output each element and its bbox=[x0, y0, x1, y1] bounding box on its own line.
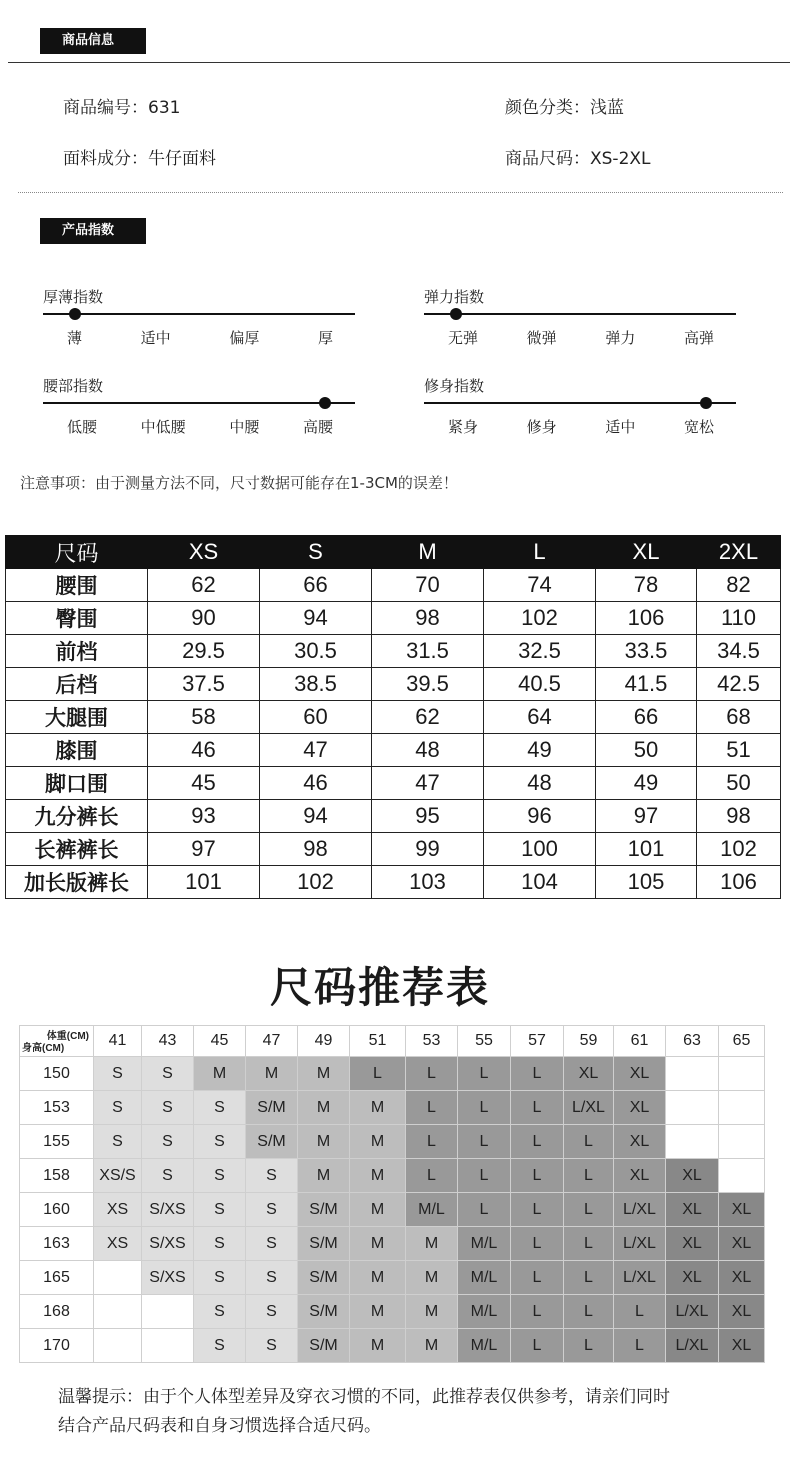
recommend-cell: S bbox=[142, 1159, 194, 1193]
measurement-value: 106 bbox=[697, 866, 781, 899]
measurement-value: 101 bbox=[148, 866, 260, 899]
index-marker-dot bbox=[450, 308, 462, 320]
size-row bbox=[6, 767, 781, 800]
index-title: 弹力指数 bbox=[424, 288, 485, 306]
recommend-cell: L/XL bbox=[564, 1091, 614, 1125]
recommend-cell: S bbox=[194, 1193, 246, 1227]
recommend-cell: XS bbox=[94, 1193, 142, 1227]
measurement-value: 50 bbox=[596, 734, 697, 767]
measurement-value: 96 bbox=[484, 800, 596, 833]
recommend-cell: L bbox=[406, 1125, 458, 1159]
weight-header: 53 bbox=[406, 1026, 458, 1057]
weight-header: 51 bbox=[350, 1026, 406, 1057]
recommend-cell: L/XL bbox=[614, 1227, 666, 1261]
measurement-value: 101 bbox=[596, 833, 697, 866]
weight-header: 41 bbox=[94, 1026, 142, 1057]
recommend-cell: S bbox=[142, 1125, 194, 1159]
recommend-cell: S/M bbox=[298, 1227, 350, 1261]
recommend-cell: L/XL bbox=[614, 1261, 666, 1295]
recommend-cell bbox=[719, 1125, 765, 1159]
recommend-cell: M bbox=[350, 1125, 406, 1159]
measurement-value: 82 bbox=[697, 569, 781, 602]
size-header-cell: L bbox=[484, 536, 596, 569]
recommend-cell: L bbox=[458, 1193, 511, 1227]
index-thickness bbox=[43, 287, 355, 348]
recommend-cell: M bbox=[350, 1227, 406, 1261]
index-label: 高腰 bbox=[302, 418, 333, 436]
section-tag-product-index: 产品指数 bbox=[40, 218, 146, 244]
index-label: 高弹 bbox=[683, 329, 714, 347]
recommend-cell: XL bbox=[719, 1193, 765, 1227]
measurement-value: 47 bbox=[372, 767, 484, 800]
recommend-cell: L bbox=[406, 1091, 458, 1125]
size-row bbox=[6, 701, 781, 734]
index-scale-line bbox=[43, 313, 355, 315]
measurement-value: 102 bbox=[260, 866, 372, 899]
measurement-name: 腰围 bbox=[6, 569, 148, 602]
height-header: 160 bbox=[20, 1193, 94, 1227]
recommend-cell bbox=[719, 1091, 765, 1125]
recommend-cell: XL bbox=[666, 1227, 719, 1261]
tip-line-2: 结合产品尺码表和自身习惯选择合适尺码。 bbox=[58, 1416, 381, 1436]
measurement-value: 47 bbox=[260, 734, 372, 767]
product-fabric: 面料成分：牛仔面料 bbox=[63, 149, 216, 169]
recommend-cell: L bbox=[458, 1057, 511, 1091]
measurement-name: 脚口围 bbox=[6, 767, 148, 800]
index-label: 修身 bbox=[526, 418, 557, 436]
recommend-cell: S bbox=[194, 1329, 246, 1363]
section-tag-product-info: 商品信息 bbox=[40, 28, 146, 54]
measurement-value: 58 bbox=[148, 701, 260, 734]
index-label: 适中 bbox=[605, 418, 636, 436]
weight-header: 45 bbox=[194, 1026, 246, 1057]
recommend-cell: S/M bbox=[298, 1193, 350, 1227]
height-header: 170 bbox=[20, 1329, 94, 1363]
size-header-cell: XS bbox=[148, 536, 260, 569]
recommend-cell: L bbox=[458, 1125, 511, 1159]
recommend-row bbox=[20, 1057, 765, 1091]
recommend-cell: S bbox=[194, 1227, 246, 1261]
measurement-value: 51 bbox=[697, 734, 781, 767]
measurement-value: 78 bbox=[596, 569, 697, 602]
measurement-value: 106 bbox=[596, 602, 697, 635]
recommend-cell: S/M bbox=[246, 1091, 298, 1125]
recommend-cell: M bbox=[406, 1261, 458, 1295]
measurement-value: 97 bbox=[596, 800, 697, 833]
recommend-cell: S/XS bbox=[142, 1261, 194, 1295]
recommend-cell: M/L bbox=[458, 1261, 511, 1295]
recommend-cell: L bbox=[511, 1193, 564, 1227]
recommend-cell: S/XS bbox=[142, 1227, 194, 1261]
recommend-cell: S/XS bbox=[142, 1193, 194, 1227]
recommend-cell: XS/S bbox=[94, 1159, 142, 1193]
size-row bbox=[6, 833, 781, 866]
recommend-cell: M bbox=[350, 1193, 406, 1227]
index-label: 厚 bbox=[317, 329, 333, 347]
recommend-cell: L/XL bbox=[666, 1329, 719, 1363]
recommend-cell: M bbox=[298, 1125, 350, 1159]
index-title: 修身指数 bbox=[424, 377, 485, 395]
measurement-value: 48 bbox=[484, 767, 596, 800]
recommend-cell: XL bbox=[719, 1295, 765, 1329]
dotted-divider bbox=[18, 192, 783, 193]
weight-header: 61 bbox=[614, 1026, 666, 1057]
size-header-cell: XL bbox=[596, 536, 697, 569]
recommend-cell: L bbox=[406, 1159, 458, 1193]
recommend-cell: M bbox=[406, 1295, 458, 1329]
recommend-cell: S bbox=[142, 1057, 194, 1091]
recommend-row bbox=[20, 1261, 765, 1295]
recommend-cell: M bbox=[298, 1159, 350, 1193]
measurement-value: 102 bbox=[484, 602, 596, 635]
recommend-header-row bbox=[20, 1026, 765, 1057]
recommend-cell: XL bbox=[666, 1193, 719, 1227]
recommend-cell: XL bbox=[614, 1125, 666, 1159]
weight-header: 65 bbox=[719, 1026, 765, 1057]
size-row bbox=[6, 866, 781, 899]
measurement-value: 40.5 bbox=[484, 668, 596, 701]
height-header: 153 bbox=[20, 1091, 94, 1125]
recommend-cell: S/M bbox=[246, 1125, 298, 1159]
recommend-title: 尺码推荐表 bbox=[269, 963, 490, 1012]
recommend-row bbox=[20, 1091, 765, 1125]
size-row bbox=[6, 668, 781, 701]
measurement-value: 105 bbox=[596, 866, 697, 899]
recommend-cell: L bbox=[511, 1159, 564, 1193]
recommend-cell: M bbox=[194, 1057, 246, 1091]
recommend-cell: S bbox=[246, 1193, 298, 1227]
recommend-cell: L bbox=[511, 1227, 564, 1261]
height-header: 168 bbox=[20, 1295, 94, 1329]
recommend-cell: XL bbox=[564, 1057, 614, 1091]
recommend-cell: L bbox=[564, 1227, 614, 1261]
recommend-cell: L bbox=[511, 1057, 564, 1091]
recommend-cell: XL bbox=[719, 1227, 765, 1261]
measurement-value: 68 bbox=[697, 701, 781, 734]
recommend-cell: S bbox=[246, 1329, 298, 1363]
height-header: 158 bbox=[20, 1159, 94, 1193]
measurement-name: 后档 bbox=[6, 668, 148, 701]
measurement-value: 32.5 bbox=[484, 635, 596, 668]
measurement-value: 38.5 bbox=[260, 668, 372, 701]
recommend-cell: L bbox=[564, 1193, 614, 1227]
recommend-row bbox=[20, 1329, 765, 1363]
measurement-value: 110 bbox=[697, 602, 781, 635]
recommend-cell: XL bbox=[614, 1057, 666, 1091]
section-divider bbox=[8, 62, 790, 63]
index-label: 宽松 bbox=[683, 418, 714, 436]
recommend-cell bbox=[666, 1125, 719, 1159]
measurement-value: 102 bbox=[697, 833, 781, 866]
measurement-value: 64 bbox=[484, 701, 596, 734]
measurement-value: 95 bbox=[372, 800, 484, 833]
measurement-value: 29.5 bbox=[148, 635, 260, 668]
recommend-cell bbox=[719, 1159, 765, 1193]
recommend-cell bbox=[142, 1329, 194, 1363]
recommend-cell: S bbox=[194, 1159, 246, 1193]
index-marker-dot bbox=[700, 397, 712, 409]
recommend-row bbox=[20, 1159, 765, 1193]
recommend-cell bbox=[142, 1295, 194, 1329]
index-elasticity bbox=[424, 287, 736, 348]
height-header: 163 bbox=[20, 1227, 94, 1261]
recommend-cell: M/L bbox=[458, 1227, 511, 1261]
recommend-cell bbox=[94, 1261, 142, 1295]
size-header-label: 尺码 bbox=[6, 536, 148, 569]
recommend-row bbox=[20, 1227, 765, 1261]
recommend-cell: M bbox=[246, 1057, 298, 1091]
recommend-cell: L bbox=[564, 1125, 614, 1159]
recommend-cell: L bbox=[614, 1329, 666, 1363]
recommend-cell: M/L bbox=[458, 1295, 511, 1329]
size-header-cell: S bbox=[260, 536, 372, 569]
index-scale-line bbox=[424, 402, 736, 404]
height-header: 150 bbox=[20, 1057, 94, 1091]
index-label: 中低腰 bbox=[140, 418, 186, 436]
measurement-value: 45 bbox=[148, 767, 260, 800]
recommend-cell bbox=[666, 1057, 719, 1091]
recommend-cell: M bbox=[298, 1091, 350, 1125]
index-waist bbox=[43, 376, 355, 437]
recommend-cell: S bbox=[246, 1261, 298, 1295]
measurement-name: 臀围 bbox=[6, 602, 148, 635]
measurement-value: 30.5 bbox=[260, 635, 372, 668]
measurement-name: 九分裤长 bbox=[6, 800, 148, 833]
index-label: 中腰 bbox=[229, 418, 260, 436]
recommend-cell: S bbox=[142, 1091, 194, 1125]
recommend-cell: M bbox=[406, 1227, 458, 1261]
index-label: 适中 bbox=[140, 329, 171, 347]
size-table bbox=[5, 535, 781, 899]
recommend-cell: L bbox=[511, 1329, 564, 1363]
measurement-value: 49 bbox=[484, 734, 596, 767]
recommend-cell bbox=[666, 1091, 719, 1125]
recommend-cell: L bbox=[511, 1091, 564, 1125]
measurement-value: 98 bbox=[697, 800, 781, 833]
recommend-cell: M/L bbox=[458, 1329, 511, 1363]
product-code: 商品编号：631 bbox=[63, 98, 181, 118]
weight-header: 55 bbox=[458, 1026, 511, 1057]
recommend-cell: M bbox=[350, 1091, 406, 1125]
recommend-cell: M bbox=[350, 1159, 406, 1193]
recommend-cell: S bbox=[194, 1091, 246, 1125]
recommend-cell: S/M bbox=[298, 1329, 350, 1363]
measurement-value: 31.5 bbox=[372, 635, 484, 668]
recommend-row bbox=[20, 1193, 765, 1227]
recommend-cell: S bbox=[94, 1057, 142, 1091]
index-scale-line bbox=[424, 313, 736, 315]
measurement-name: 加长版裤长 bbox=[6, 866, 148, 899]
weight-header: 43 bbox=[142, 1026, 194, 1057]
size-row bbox=[6, 734, 781, 767]
recommend-cell: L bbox=[350, 1057, 406, 1091]
recommend-cell: L bbox=[511, 1295, 564, 1329]
size-header-cell: M bbox=[372, 536, 484, 569]
tip-line-1: 温馨提示：由于个人体型差异及穿衣习惯的不同，此推荐表仅供参考，请亲们同时 bbox=[58, 1387, 670, 1407]
index-label: 弹力 bbox=[605, 329, 636, 347]
weight-header: 47 bbox=[246, 1026, 298, 1057]
measurement-value: 66 bbox=[596, 701, 697, 734]
recommend-cell: L bbox=[564, 1295, 614, 1329]
size-row bbox=[6, 602, 781, 635]
recommend-cell bbox=[94, 1329, 142, 1363]
measurement-value: 62 bbox=[148, 569, 260, 602]
recommend-cell: M bbox=[406, 1329, 458, 1363]
recommend-cell: L/XL bbox=[614, 1193, 666, 1227]
recommend-cell: M bbox=[350, 1261, 406, 1295]
measurement-value: 97 bbox=[148, 833, 260, 866]
measurement-value: 62 bbox=[372, 701, 484, 734]
size-header-cell: 2XL bbox=[697, 536, 781, 569]
measurement-name: 长裤裤长 bbox=[6, 833, 148, 866]
measurement-name: 膝围 bbox=[6, 734, 148, 767]
height-axis-label: 身高(CM) bbox=[22, 1043, 65, 1054]
index-title: 厚薄指数 bbox=[43, 288, 104, 306]
measurement-value: 34.5 bbox=[697, 635, 781, 668]
recommend-cell: L bbox=[564, 1329, 614, 1363]
recommend-cell: L bbox=[458, 1159, 511, 1193]
recommend-cell: L bbox=[614, 1295, 666, 1329]
recommend-cell: XL bbox=[614, 1091, 666, 1125]
recommend-cell: XL bbox=[666, 1261, 719, 1295]
measurement-value: 98 bbox=[260, 833, 372, 866]
index-label: 无弹 bbox=[448, 329, 479, 347]
recommend-cell: M bbox=[350, 1329, 406, 1363]
recommend-row bbox=[20, 1125, 765, 1159]
recommend-cell: M/L bbox=[406, 1193, 458, 1227]
measurement-note: 注意事项：由于测量方法不同，尺寸数据可能存在1-3CM的误差！ bbox=[20, 474, 458, 492]
product-size-range: 商品尺码：XS-2XL bbox=[505, 149, 651, 169]
measurement-value: 100 bbox=[484, 833, 596, 866]
measurement-value: 48 bbox=[372, 734, 484, 767]
weight-axis-label: 体重(CM) bbox=[46, 1031, 89, 1042]
recommend-cell: L bbox=[406, 1057, 458, 1091]
recommend-cell: S bbox=[246, 1227, 298, 1261]
measurement-value: 103 bbox=[372, 866, 484, 899]
measurement-value: 60 bbox=[260, 701, 372, 734]
measurement-value: 46 bbox=[260, 767, 372, 800]
recommend-cell: S bbox=[94, 1091, 142, 1125]
recommend-cell: S bbox=[246, 1159, 298, 1193]
measurement-value: 74 bbox=[484, 569, 596, 602]
recommend-cell: L bbox=[564, 1261, 614, 1295]
recommend-cell: L bbox=[511, 1125, 564, 1159]
measurement-value: 42.5 bbox=[697, 668, 781, 701]
measurement-value: 90 bbox=[148, 602, 260, 635]
index-marker-dot bbox=[69, 308, 81, 320]
measurement-name: 前档 bbox=[6, 635, 148, 668]
index-label: 偏厚 bbox=[229, 329, 260, 347]
recommend-cell bbox=[719, 1057, 765, 1091]
recommend-cell: XL bbox=[614, 1159, 666, 1193]
recommend-table bbox=[19, 1025, 765, 1363]
measurement-value: 37.5 bbox=[148, 668, 260, 701]
measurement-value: 33.5 bbox=[596, 635, 697, 668]
measurement-value: 98 bbox=[372, 602, 484, 635]
recommend-cell: M bbox=[350, 1295, 406, 1329]
recommend-cell: S bbox=[246, 1295, 298, 1329]
size-row bbox=[6, 635, 781, 668]
recommend-cell: XL bbox=[719, 1261, 765, 1295]
size-table-header bbox=[6, 536, 781, 569]
measurement-value: 49 bbox=[596, 767, 697, 800]
recommend-cell: S/M bbox=[298, 1295, 350, 1329]
index-scale-line bbox=[43, 402, 355, 404]
recommend-cell: S bbox=[94, 1125, 142, 1159]
weight-header: 49 bbox=[298, 1026, 350, 1057]
measurement-value: 50 bbox=[697, 767, 781, 800]
measurement-value: 39.5 bbox=[372, 668, 484, 701]
index-title: 腰部指数 bbox=[43, 377, 104, 395]
measurement-value: 66 bbox=[260, 569, 372, 602]
weight-header: 63 bbox=[666, 1026, 719, 1057]
product-color: 颜色分类：浅蓝 bbox=[505, 98, 624, 118]
measurement-value: 104 bbox=[484, 866, 596, 899]
recommend-cell: S/M bbox=[298, 1261, 350, 1295]
measurement-value: 94 bbox=[260, 800, 372, 833]
index-label: 紧身 bbox=[448, 418, 479, 436]
index-label: 薄 bbox=[67, 329, 83, 347]
recommend-cell: L bbox=[511, 1261, 564, 1295]
weight-header: 59 bbox=[564, 1026, 614, 1057]
index-marker-dot bbox=[319, 397, 331, 409]
corner-cell bbox=[20, 1026, 94, 1057]
size-row bbox=[6, 569, 781, 602]
index-label: 微弹 bbox=[526, 329, 557, 347]
recommend-cell: S bbox=[194, 1125, 246, 1159]
measurement-name: 大腿围 bbox=[6, 701, 148, 734]
recommend-cell: L/XL bbox=[666, 1295, 719, 1329]
recommend-cell: XL bbox=[719, 1329, 765, 1363]
tip-text bbox=[58, 1383, 670, 1441]
index-label: 低腰 bbox=[67, 418, 98, 436]
recommend-cell: XL bbox=[666, 1159, 719, 1193]
measurement-value: 94 bbox=[260, 602, 372, 635]
measurement-value: 93 bbox=[148, 800, 260, 833]
recommend-row bbox=[20, 1295, 765, 1329]
index-fit bbox=[424, 376, 736, 437]
height-header: 165 bbox=[20, 1261, 94, 1295]
recommend-cell: L bbox=[458, 1091, 511, 1125]
measurement-value: 41.5 bbox=[596, 668, 697, 701]
recommend-cell bbox=[94, 1295, 142, 1329]
recommend-cell: S bbox=[194, 1261, 246, 1295]
recommend-cell: M bbox=[298, 1057, 350, 1091]
height-header: 155 bbox=[20, 1125, 94, 1159]
measurement-value: 70 bbox=[372, 569, 484, 602]
size-row bbox=[6, 800, 781, 833]
recommend-cell: XS bbox=[94, 1227, 142, 1261]
weight-header: 57 bbox=[511, 1026, 564, 1057]
recommend-cell: S bbox=[194, 1295, 246, 1329]
measurement-value: 99 bbox=[372, 833, 484, 866]
measurement-value: 46 bbox=[148, 734, 260, 767]
recommend-cell: L bbox=[564, 1159, 614, 1193]
